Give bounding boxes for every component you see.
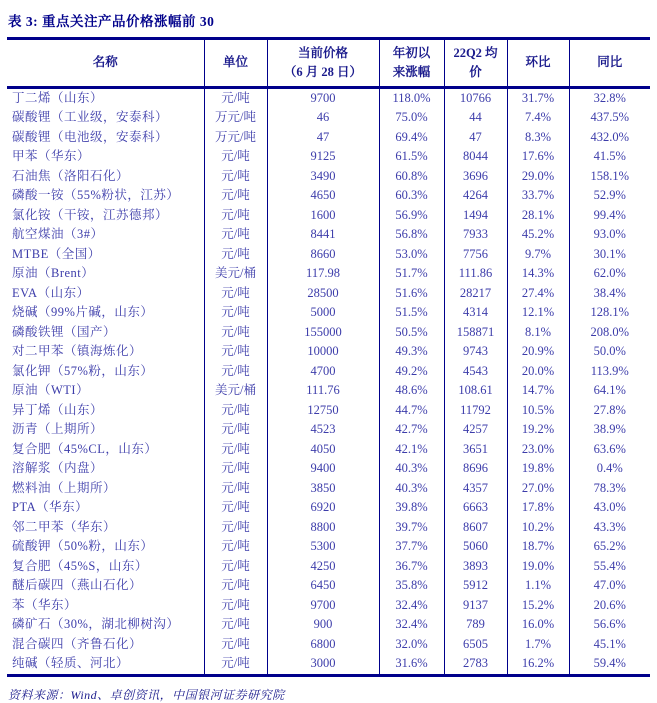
cell-ytd-change: 75.0% bbox=[379, 108, 444, 128]
cell-name: 复合肥（45%S，山东） bbox=[7, 557, 204, 577]
cell-q2-avg-price: 47 bbox=[444, 128, 507, 148]
cell-q2-avg-price: 1494 bbox=[444, 206, 507, 226]
cell-qoq: 18.7% bbox=[507, 537, 569, 557]
cell-q2-avg-price: 4543 bbox=[444, 362, 507, 382]
cell-unit: 元/吨 bbox=[204, 596, 267, 616]
cell-q2-avg-price: 8696 bbox=[444, 459, 507, 479]
cell-ytd-change: 39.7% bbox=[379, 518, 444, 538]
cell-ytd-change: 118.0% bbox=[379, 87, 444, 108]
cell-q2-avg-price: 9743 bbox=[444, 342, 507, 362]
cell-qoq: 27.0% bbox=[507, 479, 569, 499]
cell-ytd-change: 50.5% bbox=[379, 323, 444, 343]
cell-qoq: 17.8% bbox=[507, 498, 569, 518]
cell-ytd-change: 51.7% bbox=[379, 264, 444, 284]
cell-qoq: 23.0% bbox=[507, 440, 569, 460]
cell-yoy: 52.9% bbox=[593, 188, 626, 202]
cell-unit: 元/吨 bbox=[204, 635, 267, 655]
cell-ytd-change: 60.3% bbox=[379, 186, 444, 206]
cell-name: 溶解浆（内盘） bbox=[7, 459, 204, 479]
cell-unit: 元/吨 bbox=[204, 654, 267, 675]
cell-qoq: 14.3% bbox=[507, 264, 569, 284]
cell-name: 硫酸钾（50%粉，山东） bbox=[7, 537, 204, 557]
table-row bbox=[7, 401, 650, 421]
cell-ytd-change: 42.1% bbox=[379, 440, 444, 460]
cell-ytd-change: 37.7% bbox=[379, 537, 444, 557]
cell-q2-avg-price: 28217 bbox=[444, 284, 507, 304]
table-row bbox=[7, 557, 650, 577]
cell-current-price: 5300 bbox=[267, 537, 379, 557]
cell-q2-avg-price: 4264 bbox=[444, 186, 507, 206]
cell-q2-avg-price: 789 bbox=[444, 615, 507, 635]
header-row bbox=[7, 39, 650, 88]
cell-yoy: 38.4% bbox=[593, 285, 626, 300]
cell-qoq: 16.0% bbox=[507, 615, 569, 635]
column-header-ytd-change: 年初以 来涨幅 bbox=[379, 39, 444, 88]
cell-name: 异丁烯（山东） bbox=[7, 401, 204, 421]
cell-ytd-change: 40.3% bbox=[379, 459, 444, 479]
cell-unit: 元/吨 bbox=[204, 557, 267, 577]
cell-q2-avg-price: 8607 bbox=[444, 518, 507, 538]
cell-unit: 元/吨 bbox=[204, 323, 267, 343]
cell-current-price: 6800 bbox=[267, 635, 379, 655]
table-row bbox=[7, 186, 650, 206]
cell-ytd-change: 32.4% bbox=[379, 615, 444, 635]
cell-yoy: 62.0% bbox=[593, 266, 626, 280]
table-row bbox=[7, 225, 650, 245]
cell-name: 石油焦（洛阳石化） bbox=[7, 167, 204, 187]
cell-q2-avg-price: 4257 bbox=[444, 420, 507, 440]
cell-ytd-change: 35.8% bbox=[379, 576, 444, 596]
cell-qoq: 33.7% bbox=[507, 186, 569, 206]
cell-ytd-change: 69.4% bbox=[379, 128, 444, 148]
table-body bbox=[7, 87, 650, 675]
cell-ytd-change: 32.0% bbox=[379, 635, 444, 655]
cell-ytd-change: 32.4% bbox=[379, 596, 444, 616]
price-change-table bbox=[7, 37, 650, 677]
cell-unit: 元/吨 bbox=[204, 245, 267, 265]
cell-q2-avg-price: 108.61 bbox=[444, 381, 507, 401]
table-row bbox=[7, 518, 650, 538]
cell-yoy: 65.2% bbox=[593, 539, 626, 553]
cell-ytd-change: 31.6% bbox=[379, 654, 444, 675]
cell-unit: 元/吨 bbox=[204, 147, 267, 167]
cell-current-price: 4650 bbox=[267, 186, 379, 206]
cell-yoy: 63.6% bbox=[593, 441, 626, 456]
cell-unit: 元/吨 bbox=[204, 498, 267, 518]
cell-qoq: 19.2% bbox=[507, 420, 569, 440]
table-row bbox=[7, 342, 650, 362]
cell-unit: 元/吨 bbox=[204, 362, 267, 382]
cell-qoq: 15.2% bbox=[507, 596, 569, 616]
cell-qoq: 19.0% bbox=[507, 557, 569, 577]
cell-current-price: 117.98 bbox=[267, 264, 379, 284]
table-row bbox=[7, 323, 650, 343]
cell-yoy: 20.6% bbox=[593, 597, 626, 612]
cell-name: 邻二甲苯（华东） bbox=[7, 518, 204, 538]
cell-q2-avg-price: 158871 bbox=[444, 323, 507, 343]
cell-current-price: 155000 bbox=[267, 323, 379, 343]
cell-current-price: 8660 bbox=[267, 245, 379, 265]
cell-qoq: 10.2% bbox=[507, 518, 569, 538]
cell-name: 碳酸锂（工业级，安泰科） bbox=[7, 108, 204, 128]
cell-qoq: 8.1% bbox=[507, 323, 569, 343]
cell-yoy: 30.1% bbox=[593, 246, 626, 261]
cell-unit: 元/吨 bbox=[204, 518, 267, 538]
cell-unit: 元/吨 bbox=[204, 615, 267, 635]
cell-unit: 元/吨 bbox=[204, 186, 267, 206]
column-header-unit: 单位 bbox=[204, 39, 267, 88]
cell-yoy: 208.0% bbox=[590, 324, 630, 339]
cell-unit: 元/吨 bbox=[204, 401, 267, 421]
table-row bbox=[7, 87, 650, 108]
cell-name: 甲苯（华东） bbox=[7, 147, 204, 167]
cell-current-price: 4250 bbox=[267, 557, 379, 577]
cell-name: 混合碳四（齐鲁石化） bbox=[7, 635, 204, 655]
cell-name: 醚后碳四（燕山石化） bbox=[7, 576, 204, 596]
cell-yoy: 59.4% bbox=[593, 656, 626, 670]
cell-unit: 元/吨 bbox=[204, 167, 267, 187]
source-note: 资料来源：Wind、卓创资讯，中国银河证券研究院 bbox=[8, 687, 285, 702]
table-row bbox=[7, 381, 650, 401]
cell-q2-avg-price: 3696 bbox=[444, 167, 507, 187]
cell-name: MTBE（全国） bbox=[7, 245, 204, 265]
cell-qoq: 1.1% bbox=[507, 576, 569, 596]
cell-name: 碳酸锂（电池级，安泰科） bbox=[7, 128, 204, 148]
cell-qoq: 27.4% bbox=[507, 284, 569, 304]
cell-yoy: 432.0% bbox=[590, 129, 630, 144]
cell-yoy: 43.3% bbox=[593, 519, 626, 534]
cell-qoq: 29.0% bbox=[507, 167, 569, 187]
cell-name: 沥青（上期所） bbox=[7, 420, 204, 440]
table-row bbox=[7, 596, 650, 616]
cell-current-price: 10000 bbox=[267, 342, 379, 362]
cell-unit: 元/吨 bbox=[204, 576, 267, 596]
cell-qoq: 14.7% bbox=[507, 381, 569, 401]
cell-unit: 万元/吨 bbox=[204, 128, 267, 148]
cell-q2-avg-price: 9137 bbox=[444, 596, 507, 616]
cell-q2-avg-price: 7756 bbox=[444, 245, 507, 265]
cell-q2-avg-price: 6505 bbox=[444, 635, 507, 655]
cell-name: 丁二烯（山东） bbox=[7, 87, 204, 108]
cell-current-price: 9125 bbox=[267, 147, 379, 167]
cell-ytd-change: 56.9% bbox=[379, 206, 444, 226]
table-row bbox=[7, 615, 650, 635]
cell-qoq: 31.7% bbox=[507, 87, 569, 108]
cell-unit: 元/吨 bbox=[204, 440, 267, 460]
cell-name: 磷酸一铵（55%粉状，江苏） bbox=[7, 186, 204, 206]
cell-yoy: 158.1% bbox=[590, 168, 630, 183]
cell-yoy: 45.1% bbox=[593, 636, 626, 651]
cell-name: 氯化铵（干铵，江苏德邦） bbox=[7, 206, 204, 226]
cell-name: 原油（Brent） bbox=[7, 264, 204, 284]
cell-ytd-change: 48.6% bbox=[379, 381, 444, 401]
cell-ytd-change: 42.7% bbox=[379, 420, 444, 440]
cell-unit: 美元/桶 bbox=[204, 264, 267, 284]
cell-ytd-change: 49.3% bbox=[379, 342, 444, 362]
table-row bbox=[7, 459, 650, 479]
cell-qoq: 17.6% bbox=[507, 147, 569, 167]
cell-current-price: 12750 bbox=[267, 401, 379, 421]
cell-qoq: 1.7% bbox=[507, 635, 569, 655]
cell-current-price: 4523 bbox=[267, 420, 379, 440]
cell-unit: 万元/吨 bbox=[204, 108, 267, 128]
cell-yoy: 0.4% bbox=[596, 461, 623, 475]
cell-current-price: 9400 bbox=[267, 459, 379, 479]
cell-qoq: 7.4% bbox=[507, 108, 569, 128]
table-row bbox=[7, 654, 650, 675]
table-row bbox=[7, 537, 650, 557]
table-row bbox=[7, 108, 650, 128]
cell-yoy: 78.3% bbox=[593, 480, 626, 495]
cell-qoq: 45.2% bbox=[507, 225, 569, 245]
table-row bbox=[7, 303, 650, 323]
cell-current-price: 9700 bbox=[267, 87, 379, 108]
table-row bbox=[7, 206, 650, 226]
cell-yoy: 43.0% bbox=[593, 500, 626, 514]
cell-yoy: 55.4% bbox=[593, 558, 626, 573]
cell-q2-avg-price: 4357 bbox=[444, 479, 507, 499]
cell-current-price: 9700 bbox=[267, 596, 379, 616]
cell-name: 磷矿石（30%，湖北柳树沟） bbox=[7, 615, 204, 635]
cell-name: 航空煤油（3#） bbox=[7, 225, 204, 245]
cell-current-price: 8800 bbox=[267, 518, 379, 538]
cell-qoq: 28.1% bbox=[507, 206, 569, 226]
cell-current-price: 3850 bbox=[267, 479, 379, 499]
table-row bbox=[7, 147, 650, 167]
cell-current-price: 47 bbox=[267, 128, 379, 148]
cell-ytd-change: 44.7% bbox=[379, 401, 444, 421]
table-row bbox=[7, 167, 650, 187]
cell-name: 烧碱（99%片碱，山东） bbox=[7, 303, 204, 323]
cell-unit: 元/吨 bbox=[204, 225, 267, 245]
cell-yoy: 437.5% bbox=[590, 110, 630, 124]
table-row bbox=[7, 440, 650, 460]
table-title: 表 3: 重点关注产品价格涨幅前 30 bbox=[8, 14, 215, 29]
cell-current-price: 3000 bbox=[267, 654, 379, 675]
cell-q2-avg-price: 11792 bbox=[444, 401, 507, 421]
cell-unit: 元/吨 bbox=[204, 87, 267, 108]
cell-q2-avg-price: 5912 bbox=[444, 576, 507, 596]
cell-current-price: 28500 bbox=[267, 284, 379, 304]
column-header-current-price: 当前价格 （6 月 28 日） bbox=[267, 39, 379, 88]
cell-current-price: 4050 bbox=[267, 440, 379, 460]
cell-name: 燃料油（上期所） bbox=[7, 479, 204, 499]
cell-q2-avg-price: 5060 bbox=[444, 537, 507, 557]
cell-yoy: 113.9% bbox=[590, 363, 629, 378]
cell-ytd-change: 56.8% bbox=[379, 225, 444, 245]
cell-current-price: 1600 bbox=[267, 206, 379, 226]
cell-yoy: 50.0% bbox=[593, 344, 626, 358]
cell-unit: 元/吨 bbox=[204, 303, 267, 323]
cell-ytd-change: 61.5% bbox=[379, 147, 444, 167]
cell-unit: 元/吨 bbox=[204, 537, 267, 557]
cell-unit: 元/吨 bbox=[204, 459, 267, 479]
cell-current-price: 6450 bbox=[267, 576, 379, 596]
cell-q2-avg-price: 6663 bbox=[444, 498, 507, 518]
table-row bbox=[7, 498, 650, 518]
cell-unit: 元/吨 bbox=[204, 420, 267, 440]
cell-ytd-change: 40.3% bbox=[379, 479, 444, 499]
cell-qoq: 8.3% bbox=[507, 128, 569, 148]
table-row bbox=[7, 362, 650, 382]
cell-unit: 元/吨 bbox=[204, 284, 267, 304]
cell-name: PTA（华东） bbox=[7, 498, 204, 518]
cell-q2-avg-price: 111.86 bbox=[444, 264, 507, 284]
cell-current-price: 6920 bbox=[267, 498, 379, 518]
cell-ytd-change: 51.6% bbox=[379, 284, 444, 304]
cell-ytd-change: 39.8% bbox=[379, 498, 444, 518]
cell-ytd-change: 60.8% bbox=[379, 167, 444, 187]
cell-current-price: 5000 bbox=[267, 303, 379, 323]
cell-name: 苯（华东） bbox=[7, 596, 204, 616]
cell-qoq: 12.1% bbox=[507, 303, 569, 323]
column-header-qoq: 环比 bbox=[507, 39, 569, 88]
cell-unit: 元/吨 bbox=[204, 342, 267, 362]
cell-unit: 美元/桶 bbox=[204, 381, 267, 401]
cell-q2-avg-price: 7933 bbox=[444, 225, 507, 245]
cell-ytd-change: 49.2% bbox=[379, 362, 444, 382]
cell-q2-avg-price: 4314 bbox=[444, 303, 507, 323]
cell-yoy: 27.8% bbox=[593, 402, 626, 417]
column-header-yoy: 同比 bbox=[569, 39, 650, 88]
cell-name: 磷酸铁锂（国产） bbox=[7, 323, 204, 343]
cell-current-price: 3490 bbox=[267, 167, 379, 187]
column-header-q2-avg-price: 22Q2 均 价 bbox=[444, 39, 507, 88]
cell-q2-avg-price: 8044 bbox=[444, 147, 507, 167]
table-row bbox=[7, 479, 650, 499]
cell-unit: 元/吨 bbox=[204, 206, 267, 226]
cell-qoq: 20.0% bbox=[507, 362, 569, 382]
cell-yoy: 56.6% bbox=[593, 617, 626, 631]
cell-qoq: 16.2% bbox=[507, 654, 569, 675]
cell-name: EVA（山东） bbox=[7, 284, 204, 304]
cell-yoy: 38.9% bbox=[593, 422, 626, 436]
table-row bbox=[7, 264, 650, 284]
cell-yoy: 32.8% bbox=[593, 90, 626, 105]
cell-qoq: 20.9% bbox=[507, 342, 569, 362]
cell-name: 原油（WTI） bbox=[7, 381, 204, 401]
cell-yoy: 47.0% bbox=[593, 578, 626, 592]
table-row bbox=[7, 635, 650, 655]
cell-q2-avg-price: 3893 bbox=[444, 557, 507, 577]
cell-ytd-change: 51.5% bbox=[379, 303, 444, 323]
cell-current-price: 8441 bbox=[267, 225, 379, 245]
cell-current-price: 111.76 bbox=[267, 381, 379, 401]
cell-qoq: 19.8% bbox=[507, 459, 569, 479]
table-row bbox=[7, 245, 650, 265]
cell-ytd-change: 53.0% bbox=[379, 245, 444, 265]
table-row bbox=[7, 420, 650, 440]
table-header bbox=[7, 39, 650, 88]
cell-yoy: 128.1% bbox=[590, 305, 630, 319]
cell-current-price: 4700 bbox=[267, 362, 379, 382]
cell-yoy: 93.0% bbox=[593, 227, 626, 241]
cell-ytd-change: 36.7% bbox=[379, 557, 444, 577]
cell-current-price: 900 bbox=[267, 615, 379, 635]
cell-yoy: 41.5% bbox=[593, 149, 626, 163]
cell-unit: 元/吨 bbox=[204, 479, 267, 499]
cell-name: 氯化钾（57%粉，山东） bbox=[7, 362, 204, 382]
cell-name: 复合肥（45%CL，山东） bbox=[7, 440, 204, 460]
cell-q2-avg-price: 10766 bbox=[444, 87, 507, 108]
cell-q2-avg-price: 3651 bbox=[444, 440, 507, 460]
table-row bbox=[7, 576, 650, 596]
cell-qoq: 10.5% bbox=[507, 401, 569, 421]
table-row bbox=[7, 284, 650, 304]
cell-yoy: 99.4% bbox=[593, 207, 626, 222]
table-row bbox=[7, 128, 650, 148]
cell-yoy: 64.1% bbox=[593, 383, 626, 397]
cell-name: 对二甲苯（镇海炼化） bbox=[7, 342, 204, 362]
cell-q2-avg-price: 44 bbox=[444, 108, 507, 128]
cell-current-price: 46 bbox=[267, 108, 379, 128]
column-header-name: 名称 bbox=[7, 39, 204, 88]
cell-q2-avg-price: 2783 bbox=[444, 654, 507, 675]
cell-qoq: 9.7% bbox=[507, 245, 569, 265]
cell-name: 纯碱（轻质、河北） bbox=[7, 654, 204, 675]
